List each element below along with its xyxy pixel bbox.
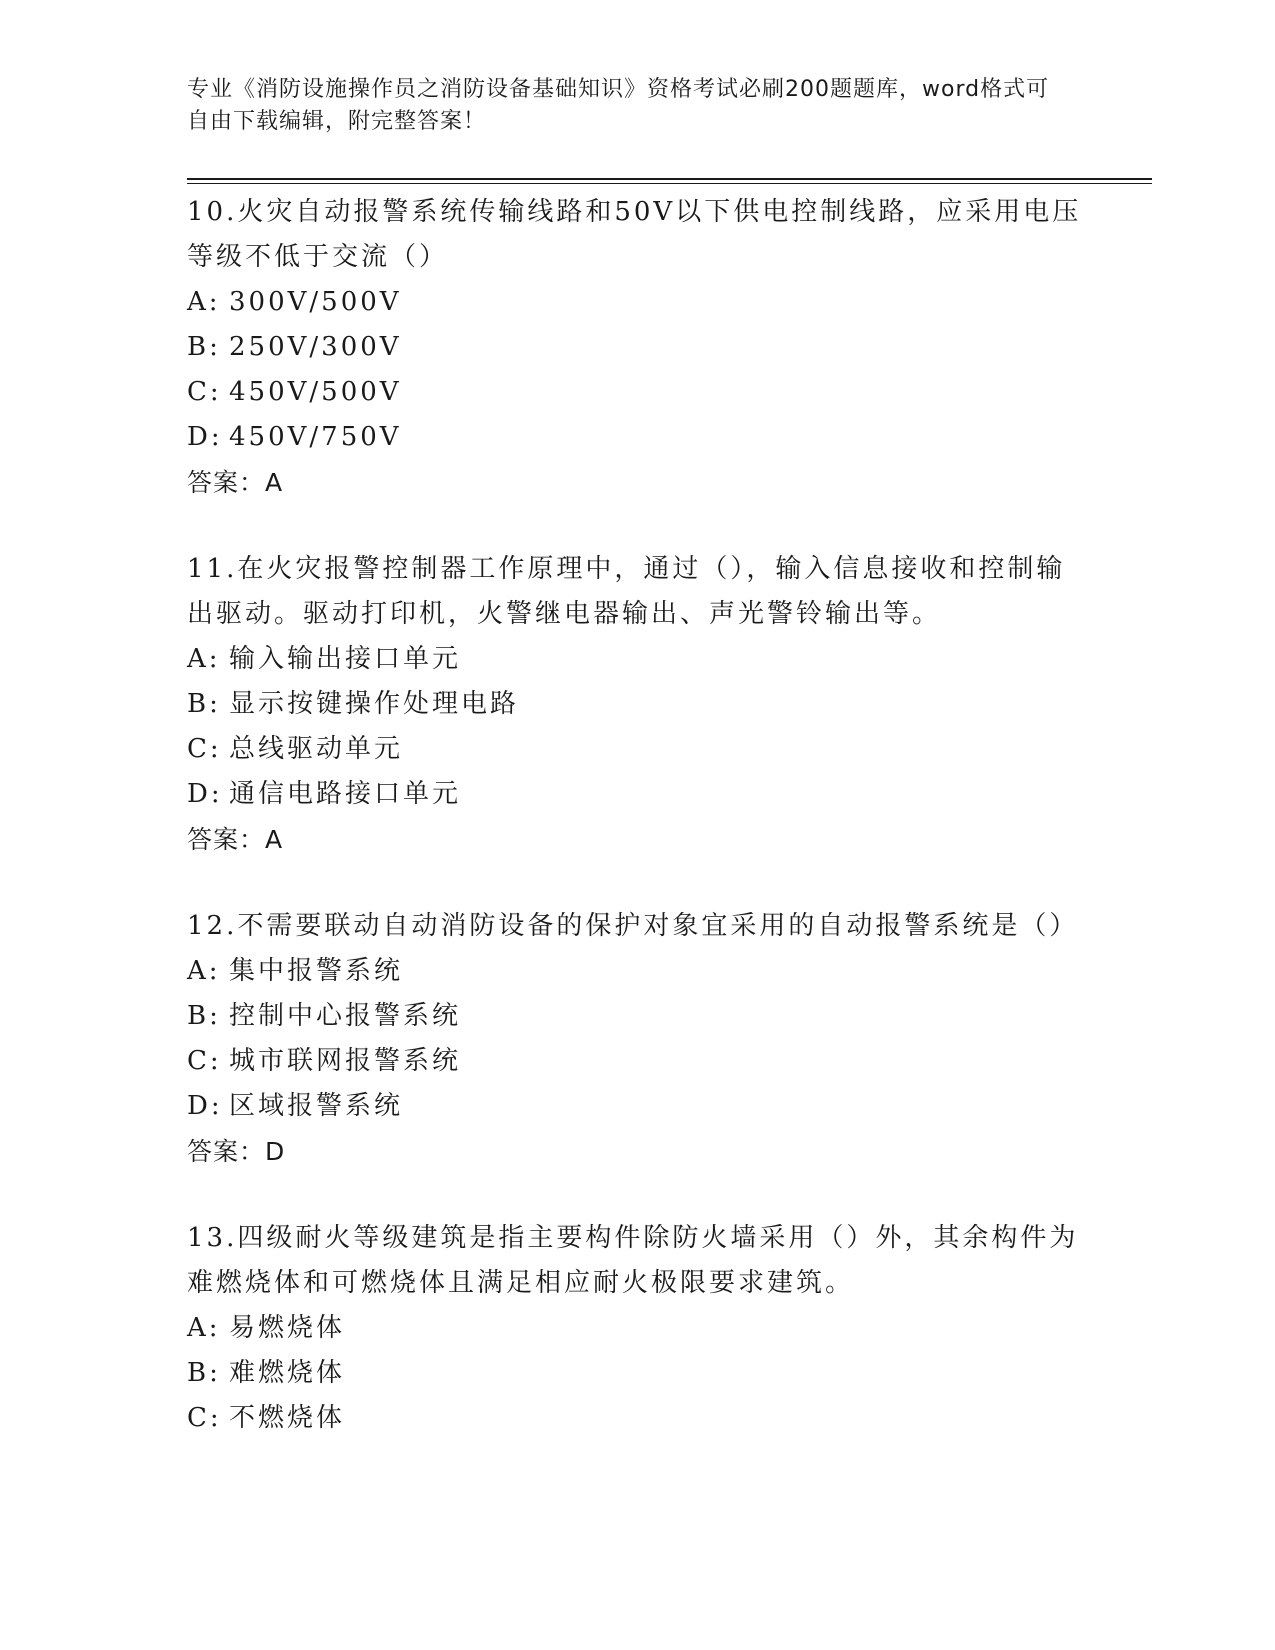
option-text: 450V/500V	[229, 377, 402, 407]
option-d	[187, 1084, 1087, 1129]
option-letter: B:	[187, 1358, 221, 1388]
answer-label: 答案：	[187, 1137, 266, 1166]
question-list	[187, 190, 1087, 1483]
option-letter: D:	[187, 779, 223, 809]
document-header: 专业《消防设施操作员之消防设备基础知识》资格考试必刷200题题库，word格式可自由下载编辑，附完整答案！	[187, 77, 1050, 134]
option-letter: D:	[187, 422, 223, 452]
option-letter: C:	[187, 1046, 222, 1076]
answer-label: 答案：	[187, 825, 266, 854]
question-11	[187, 547, 1087, 862]
option-letter: B:	[187, 689, 221, 719]
option-a	[187, 949, 1087, 994]
option-text: 区域报警系统	[229, 1091, 404, 1121]
option-c	[187, 370, 1087, 415]
option-letter: D:	[187, 1091, 223, 1121]
option-letter: B:	[187, 1001, 221, 1031]
answer-line	[187, 460, 1087, 505]
answer-line	[187, 1129, 1087, 1174]
answer-value: D	[265, 1137, 286, 1166]
option-text: 通信电路接口单元	[229, 779, 462, 809]
option-c	[187, 727, 1087, 772]
option-letter: A:	[187, 644, 221, 674]
option-text: 显示按键操作处理电路	[229, 689, 520, 719]
option-d	[187, 415, 1087, 460]
option-text: 集中报警系统	[229, 956, 404, 986]
question-stem: 13.四级耐火等级建筑是指主要构件除防火墙采用（）外，其余构件为难燃烧体和可燃烧体且满足相应耐火极限要求建筑。	[187, 1223, 1079, 1298]
option-letter: C:	[187, 377, 222, 407]
option-text: 450V/750V	[229, 422, 402, 452]
question-stem: 11.在火灾报警控制器工作原理中，通过（），输入信息接收和控制输出驱动。驱动打印机，火警继电器输出、声光警铃输出等。	[187, 554, 1066, 629]
question-13	[187, 1216, 1087, 1441]
option-letter: B:	[187, 332, 221, 362]
option-text: 250V/300V	[229, 332, 402, 362]
option-a	[187, 280, 1087, 325]
option-d	[187, 772, 1087, 817]
option-letter: A:	[187, 1313, 221, 1343]
answer-value: A	[265, 468, 284, 497]
option-letter: C:	[187, 1403, 222, 1433]
option-text: 不燃烧体	[229, 1403, 346, 1433]
option-c	[187, 1039, 1087, 1084]
option-letter: C:	[187, 734, 222, 764]
option-text: 总线驱动单元	[229, 734, 404, 764]
question-12	[187, 904, 1087, 1174]
option-text: 难燃烧体	[229, 1358, 346, 1388]
option-a	[187, 1306, 1087, 1351]
answer-label: 答案：	[187, 468, 266, 497]
header-divider-thick	[187, 178, 1152, 180]
option-c	[187, 1396, 1087, 1441]
option-b	[187, 325, 1087, 370]
option-text: 易燃烧体	[229, 1313, 346, 1343]
option-letter: A:	[187, 287, 221, 317]
option-text: 城市联网报警系统	[229, 1046, 462, 1076]
question-stem: 12.不需要联动自动消防设备的保护对象宜采用的自动报警系统是（）	[187, 911, 1079, 941]
option-text: 300V/500V	[229, 287, 402, 317]
option-text: 控制中心报警系统	[229, 1001, 462, 1031]
option-b	[187, 994, 1087, 1039]
option-a	[187, 637, 1087, 682]
option-b	[187, 682, 1087, 727]
question-stem: 10.火灾自动报警系统传输线路和50V以下供电控制线路，应采用电压等级不低于交流（）	[187, 197, 1082, 272]
answer-value: A	[265, 825, 284, 854]
option-letter: A:	[187, 956, 221, 986]
option-text: 输入输出接口单元	[229, 644, 462, 674]
option-b	[187, 1351, 1087, 1396]
header-divider-thin	[187, 183, 1152, 184]
question-10	[187, 190, 1087, 505]
answer-line	[187, 817, 1087, 862]
